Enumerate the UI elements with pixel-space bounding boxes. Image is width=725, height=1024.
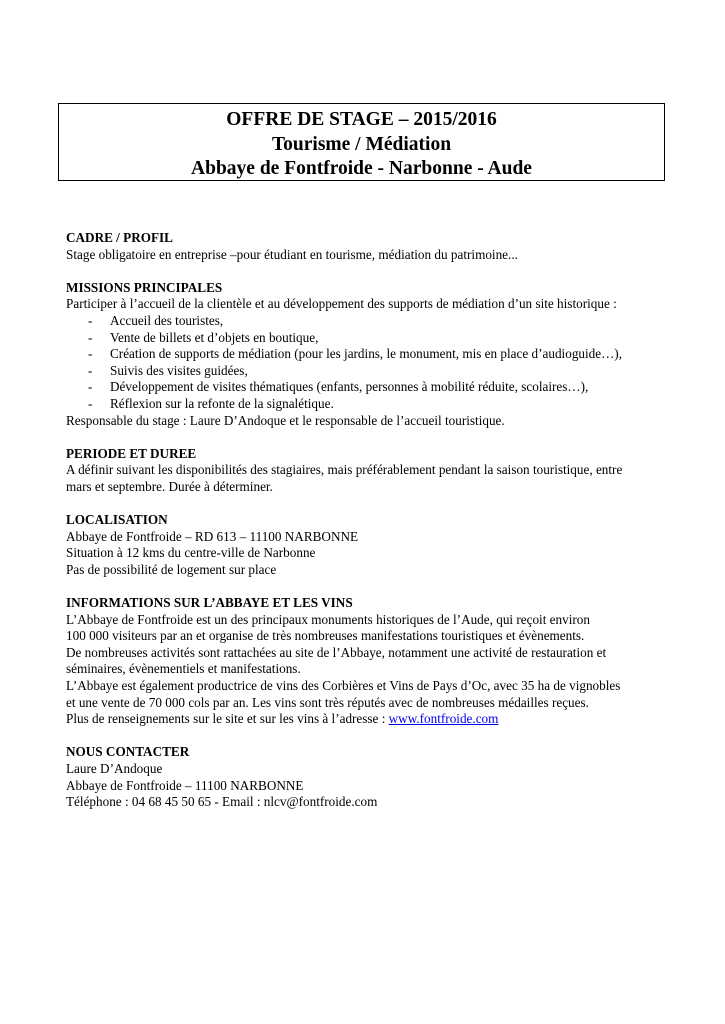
list-item-text: Réflexion sur la refonte de la signalétique. [110,395,334,411]
section-heading-cadre: CADRE / PROFIL [66,230,173,245]
informations-line-6: et une vente de 70 000 cols par an. Les vins sont très réputés avec de nombreuses médailles reçues. [66,694,589,710]
section-heading-missions: MISSIONS PRINCIPALES [66,279,223,295]
cadre-text: Stage obligatoire en entreprise –pour étudiant en tourisme, médiation du patrimoine... [66,246,518,262]
list-item-text: Développement de visites thématiques (enfants, personnes à mobilité réduite, scolaires…), [110,379,589,395]
informations-line-2: 100 000 visiteurs par an et organise de très nombreuses manifestations touristiques et évènements. [66,628,585,644]
list-item [66,363,666,380]
list-item [66,330,666,347]
list-item-text: Accueil des touristes, [110,312,224,328]
contact-phone-email: Téléphone : 04 68 45 50 65 - Email : nlcv@fontfroide.com [66,794,378,810]
dash-bullet: - [88,362,93,378]
list-item [66,313,666,330]
dash-bullet: - [88,379,93,395]
section-localisation [66,512,666,578]
section-missions [66,280,666,429]
list-item-text: Suivis des visites guidées, [110,362,248,378]
localisation-address: Abbaye de Fontfroide – RD 613 – 11100 NARBONNE [66,528,359,544]
periode-line-1: A définir suivant les disponibilités des stagiaires, mais préférablement pendant la saison touristique, entre [66,462,623,478]
contact-name: Laure D’Andoque [66,761,163,776]
section-contact [66,744,666,810]
localisation-logement: Pas de possibilité de logement sur place [66,561,277,577]
localisation-situation: Situation à 12 kms du centre-ville de Narbonne [66,545,316,561]
section-heading-localisation: LOCALISATION [66,512,168,528]
dash-bullet: - [88,312,93,328]
periode-line-2: mars et septembre. Durée à déterminer. [66,478,273,494]
list-item [66,346,666,363]
missions-list [66,313,666,413]
list-item [66,396,666,413]
informations-line-7 [66,711,666,728]
title-line-location: Abbaye de Fontfroide - Narbonne - Aude [191,158,532,179]
missions-responsable: Responsable du stage : Laure D’Andoque et le responsable de l’accueil touristique. [66,412,505,428]
informations-line-1: L’Abbaye de Fontfroide est un des principaux monuments historiques de l’Aude, qui reçoit environ [66,611,590,627]
section-informations [66,595,666,728]
list-item-text: Vente de billets et d’objets en boutique, [110,329,319,345]
missions-intro: Participer à l’accueil de la clientèle et au développement des supports de médiation d’un site historique : [66,296,617,312]
document-body [66,230,666,827]
list-item [66,379,666,396]
website-link[interactable]: www.fontfroide.com [388,711,499,727]
informations-line-4: séminaires, évènementiels et manifestations. [66,661,301,677]
section-heading-periode: PERIODE ET DUREE [66,445,197,461]
informations-link-prefix: Plus de renseignements sur le site et sur les vins à l’adresse : [66,711,389,727]
section-heading-informations: INFORMATIONS SUR L’ABBAYE ET LES VINS [66,595,353,611]
informations-line-3: De nombreuses activités sont rattachées au site de l’Abbaye, notamment une activité de restauration et [66,644,607,660]
title-line-domain: Tourisme / Médiation [271,133,452,155]
title-box [58,103,665,181]
section-cadre [66,230,666,263]
dash-bullet: - [88,346,93,362]
section-periode [66,446,666,496]
list-item-text: Création de supports de médiation (pour les jardins, le monument, mis en place d’audioguide…), [110,346,622,362]
informations-line-5: L’Abbaye est également productrice de vins des Corbières et Vins de Pays d’Oc, avec 35 ha de vignobles [66,678,621,694]
dash-bullet: - [88,329,93,345]
section-heading-contact: NOUS CONTACTER [66,744,190,760]
dash-bullet: - [88,395,93,411]
contact-address: Abbaye de Fontfroide – 11100 NARBONNE [66,777,304,793]
title-line-offer: OFFRE DE STAGE – 2015/2016 [226,109,497,130]
